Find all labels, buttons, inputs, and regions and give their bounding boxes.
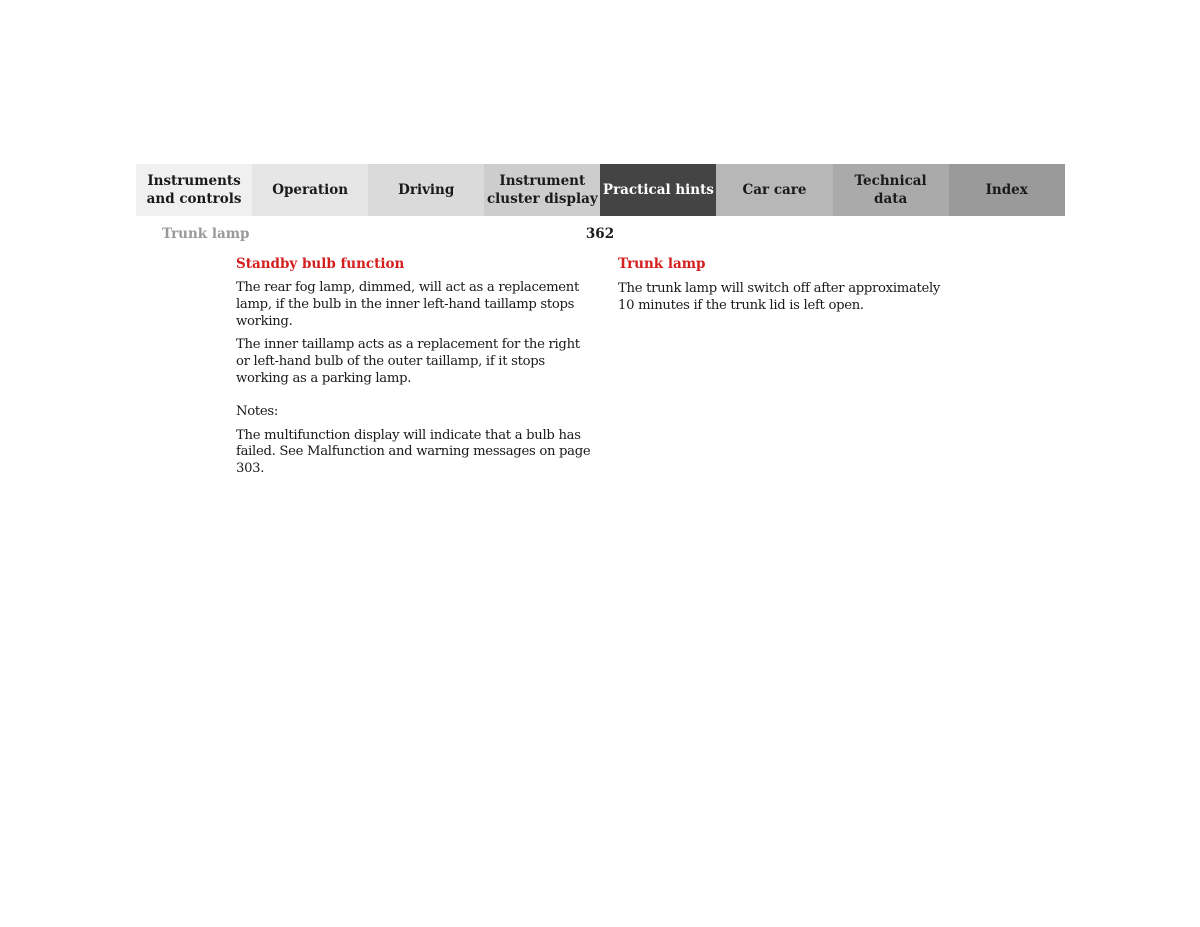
- page-number: 362: [585, 226, 615, 242]
- tab-instrument-cluster-display[interactable]: Instrument cluster display: [484, 164, 600, 216]
- right-column: [618, 256, 958, 322]
- paragraph-inner-taillamp: The inner taillamp acts as a replacement for the right or left-hand bulb of the outer taillamp, if it stops working as a parking lamp.: [236, 337, 580, 386]
- tab-index[interactable]: Index: [949, 164, 1065, 216]
- tab-technical-data[interactable]: Technical data: [833, 164, 949, 216]
- paragraph-multifunction-display: The multifunction display will indicate that a bulb has failed. See Malfunction and warning messages on page 303.: [236, 427, 591, 477]
- left-column: [236, 256, 592, 485]
- notes-label: Notes:: [236, 403, 278, 419]
- tab-instruments-and-controls[interactable]: Instruments and controls: [136, 164, 252, 216]
- section-title: Trunk lamp: [162, 226, 250, 242]
- trunk-lamp-heading: Trunk lamp: [618, 256, 706, 272]
- paragraph-trunk-lamp: The trunk lamp will switch off after approximately 10 minutes if the trunk lid is left open.: [618, 281, 941, 313]
- paragraph-rear-fog-lamp: The rear fog lamp, dimmed, will act as a replacement lamp, if the bulb in the inner left-hand taillamp stops working.: [236, 280, 579, 329]
- tab-driving[interactable]: Driving: [368, 164, 484, 216]
- standby-bulb-heading: Standby bulb function: [236, 256, 405, 272]
- tab-car-care[interactable]: Car care: [716, 164, 832, 216]
- tab-practical-hints[interactable]: Practical hints: [600, 164, 716, 216]
- chapter-tab-bar: [136, 164, 1065, 216]
- tab-operation[interactable]: Operation: [252, 164, 368, 216]
